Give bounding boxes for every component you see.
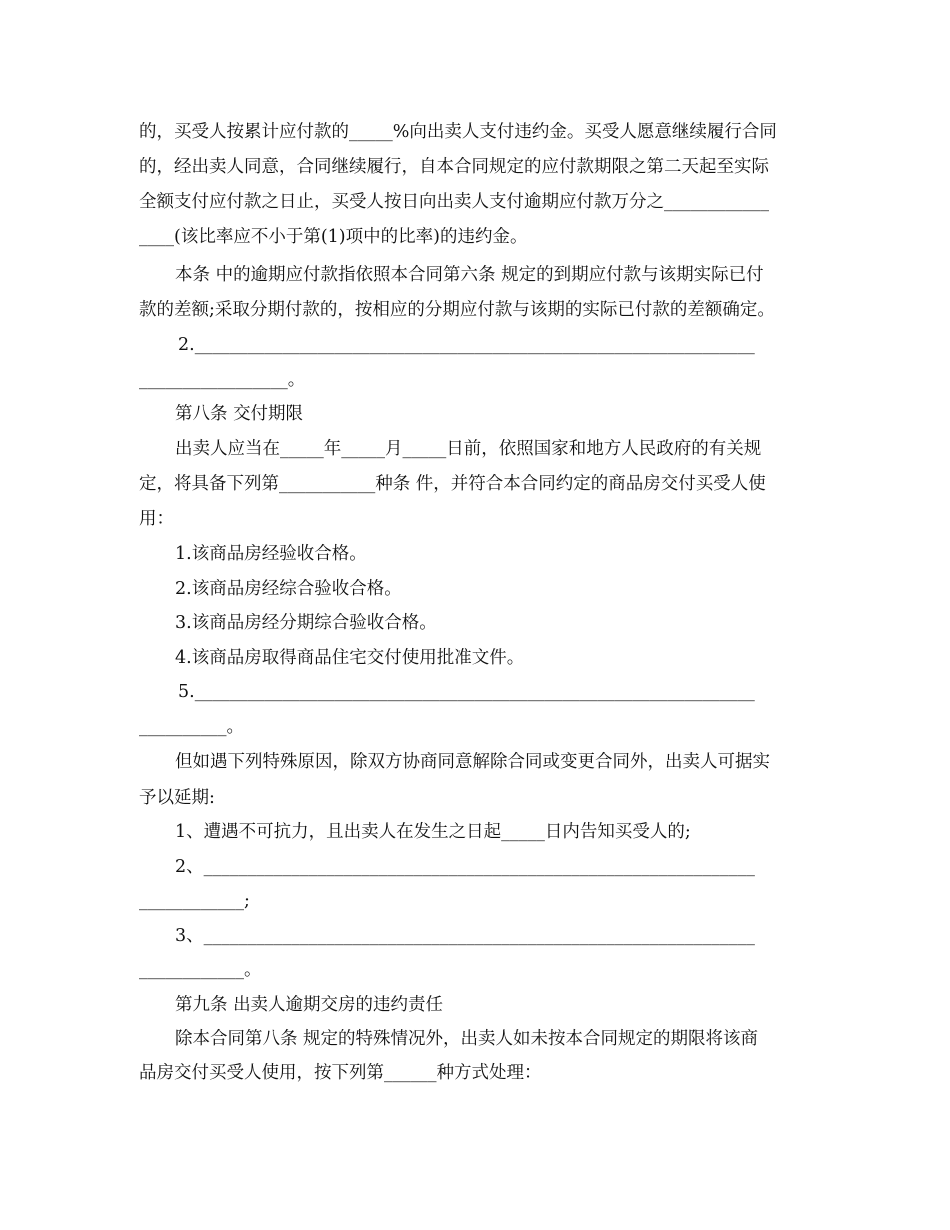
text-line: 款的差额;采取分期付款的，按相应的分期应付款与该期的实际已付款的差额确定。 (139, 300, 775, 320)
text-line: 品房交付买受人使用，按下列第______种方式处理： (139, 1063, 542, 1083)
text-line: 用： (139, 509, 174, 529)
paragraph-start: 出卖人应当在_____年_____月_____日前，依照国家和地方人民政府的有关规 (175, 439, 762, 459)
paragraph-start: 但如遇下列特殊原因，除双方协商同意解除合同或变更合同外，出卖人可据实 (175, 752, 770, 772)
text-line: 定，将具备下列第___________种条 件，并符合本合同约定的商品房交付买受人使 (139, 474, 766, 494)
text-line: 全额支付应付款之日止，买受人按日向出卖人支付逾期应付款万分之____________ (139, 192, 769, 212)
list-item: 2.该商品房经综合验收合格。 (175, 579, 402, 599)
list-item: 2、_______________________________________________________________ (175, 857, 755, 877)
paragraph-start: 本条 中的逾期应付款指依照本合同第六条 规定的到期应付款与该期实际已付 (175, 265, 764, 285)
text-line: ____________。 (139, 960, 262, 980)
text-line: 予以延期: (139, 788, 215, 808)
list-item: 1.该商品房经验收合格。 (175, 544, 367, 564)
section-heading: 第九条 出卖人逾期交房的违约责任 (175, 995, 444, 1015)
text-line: 的，经出卖人同意，合同继续履行，自本合同规定的应付款期限之第二天起至实际 (139, 157, 769, 177)
text-line: __________。 (139, 717, 244, 737)
list-item: 1、遭遇不可抗力，且出卖人在发生之日起_____日内告知买受人的; (175, 822, 691, 842)
section-heading: 第八条 交付期限 (175, 404, 304, 424)
text-line: _________________。 (139, 370, 306, 390)
text-line: ____________; (139, 891, 250, 911)
list-item: 3、_______________________________________________________________ (175, 926, 755, 946)
text-line: ____(该比率应不小于第(1)项中的比率)的违约金。 (139, 227, 528, 247)
list-item: 4.该商品房取得商品住宅交付使用批准文件。 (175, 648, 525, 668)
list-item: 3.该商品房经分期综合验收合格。 (175, 613, 437, 633)
paragraph-start: 除本合同第八条 规定的特殊情况外，出卖人如未按本合同规定的期限将该商 (175, 1029, 759, 1049)
list-item: 5.________________________________________________________________ (178, 682, 755, 702)
text-line: 的，买受人按累计应付款的_____%向出卖人支付违约金。买受人愿意继续履行合同 (139, 122, 777, 142)
list-item: 2.________________________________________________________________ (178, 335, 755, 355)
